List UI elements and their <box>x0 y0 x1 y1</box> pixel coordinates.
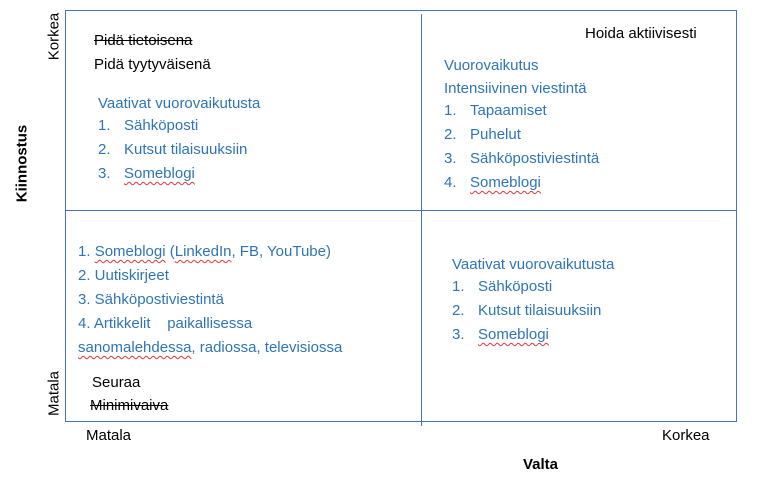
x-axis-high-label: Korkea <box>662 427 710 444</box>
y-axis-low-label: Matala <box>45 370 63 417</box>
list-item: 1. Sähköposti <box>452 278 553 295</box>
bottom-left-line-3: 3. Sähköpostiviestintä <box>78 291 224 308</box>
top-left-heading: Vaativat vuorovaikutusta <box>98 95 261 112</box>
top-right-list <box>444 99 599 195</box>
bottom-right-list <box>452 275 601 347</box>
top-left-list <box>98 114 247 186</box>
list-item: 2. Kutsut tilaisuuksiin <box>452 302 602 319</box>
bottom-axis-line <box>65 421 737 422</box>
x-axis-title: Valta <box>523 456 559 473</box>
top-border-line <box>65 10 737 11</box>
list-item: 4. Someblogi <box>444 174 541 191</box>
top-right-heading-2: Intensiivinen viestintä <box>444 80 587 97</box>
bottom-left-line-1: 1. Someblogi (LinkedIn, FB, YouTube) <box>78 243 331 260</box>
right-border-line <box>736 10 737 422</box>
middle-horizontal-line <box>65 210 737 211</box>
list-item: 3. Someblogi <box>452 326 549 343</box>
bottom-right-heading: Vaativat vuorovaikutusta <box>452 256 615 273</box>
list-item: 2. Kutsut tilaisuuksiin <box>98 141 248 158</box>
top-right-strategy: Hoida aktiivisesti <box>585 25 697 42</box>
list-item: 3. Sähköpostiviestintä <box>444 150 600 167</box>
top-left-struck-strategy: Pidä tietoisena <box>94 32 193 49</box>
top-right-heading-1: Vuorovaikutus <box>444 57 539 74</box>
x-axis-low-label: Matala <box>86 427 132 444</box>
left-axis-line <box>65 10 66 422</box>
top-left-strategy: Pidä tyytyväisenä <box>94 56 211 73</box>
y-axis-title: Kiinnostus <box>13 124 31 203</box>
bottom-left-line-5: sanomalehdessa, radiossa, televisiossa <box>78 339 343 356</box>
bottom-left-struck-strategy: Minimivaiva <box>90 397 169 414</box>
bottom-left-strategy: Seuraa <box>92 374 141 391</box>
list-item: 1. Sähköposti <box>98 117 199 134</box>
list-item: 2. Puhelut <box>444 126 521 143</box>
list-item: 1. Tapaamiset <box>444 102 547 119</box>
bottom-left-line-2: 2. Uutiskirjeet <box>78 267 169 284</box>
list-item: 3. Someblogi <box>98 165 195 182</box>
center-vertical-line <box>421 14 422 426</box>
bottom-left-line-4: 4. Artikkelit paikallisessa <box>78 315 253 332</box>
y-axis-high-label: Korkea <box>45 12 63 61</box>
